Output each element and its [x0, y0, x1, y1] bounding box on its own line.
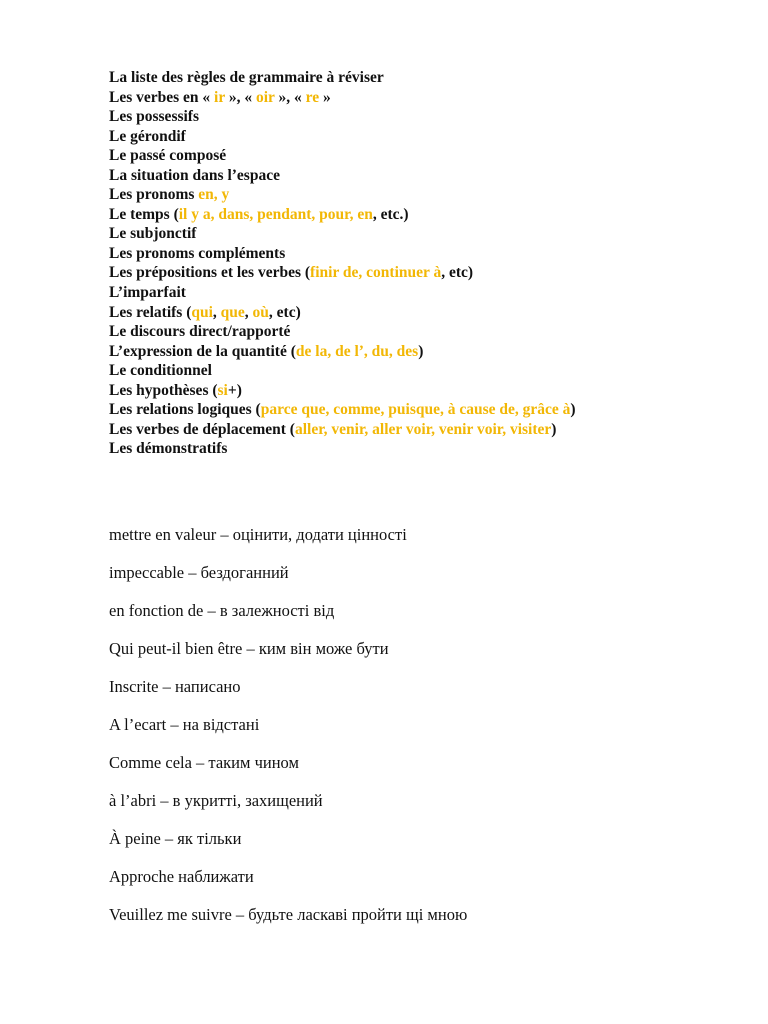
highlighted-example: re — [305, 88, 320, 106]
vocabulary-entry: Approche наближати — [109, 867, 254, 886]
vocabulary-entry: Veuillez me suivre – будьте ласкаві пройти щі мною — [109, 905, 468, 924]
highlighted-example: que — [220, 303, 245, 321]
rule-text: Le gérondif — [109, 127, 186, 145]
rule-text: Les pronoms — [109, 186, 199, 204]
highlighted-example: où — [252, 303, 269, 321]
highlighted-example: parce que, comme, puisque, à cause de, grâce à — [260, 401, 571, 419]
grammar-rule-item — [109, 420, 576, 440]
rule-text: , etc) — [441, 264, 474, 282]
grammar-rule-item — [109, 439, 576, 459]
grammar-rule-item — [109, 400, 576, 420]
rule-text: », « — [274, 88, 306, 106]
rule-text: Les prépositions et les verbes ( — [109, 264, 311, 282]
highlighted-example: en, y — [198, 186, 230, 204]
grammar-rule-item — [109, 166, 576, 186]
vocabulary-list — [109, 524, 467, 942]
highlighted-example: de la, de l’, du, des — [295, 342, 419, 360]
highlighted-example: aller, venir, aller voir, venir voir, visiter — [294, 420, 552, 438]
rule-text: Le conditionnel — [109, 362, 212, 380]
vocabulary-entry: mettre en valeur – оцінити, додати цінності — [109, 525, 407, 544]
rule-text: Les relatifs ( — [109, 303, 192, 321]
vocabulary-entry: en fonction de – в залежності від — [109, 601, 335, 620]
grammar-rule-item — [109, 107, 576, 127]
rule-text: ) — [570, 401, 576, 419]
rule-text: Les verbes en « — [109, 88, 215, 106]
highlighted-example: si — [217, 381, 228, 399]
grammar-rule-item — [109, 88, 576, 108]
highlighted-example: oir — [255, 88, 275, 106]
rule-text: Les démonstratifs — [109, 440, 228, 458]
highlighted-example: il y a, dans, pendant, pour, en — [178, 205, 373, 223]
rule-text: , — [212, 303, 221, 321]
rule-text: L’expression de la quantité ( — [109, 342, 296, 360]
rule-text: Le subjonctif — [109, 225, 197, 243]
vocabulary-entry: impeccable – бездоганний — [109, 563, 289, 582]
rule-text: Les verbes de déplacement ( — [109, 420, 295, 438]
vocabulary-entry: à l’abri – в укритті, захищений — [109, 791, 323, 810]
rule-text: » — [319, 88, 331, 106]
grammar-rule-item — [109, 205, 576, 225]
rule-text: La situation dans l’espace — [109, 166, 280, 184]
highlighted-example: ir — [214, 88, 225, 106]
rule-text: Le temps ( — [109, 205, 179, 223]
rule-text: Les relations logiques ( — [109, 401, 261, 419]
grammar-rule-item — [109, 127, 576, 147]
grammar-rule-item — [109, 224, 576, 244]
rule-text: +) — [227, 381, 242, 399]
grammar-rule-item — [109, 283, 576, 303]
rule-text: Le discours direct/rapporté — [109, 323, 291, 341]
vocabulary-entry: À peine – як тільки — [109, 829, 242, 848]
vocabulary-entry: Inscrite – написано — [109, 677, 241, 696]
rule-text: , etc.) — [372, 205, 409, 223]
rule-text: ) — [551, 420, 557, 438]
grammar-rule-item — [109, 263, 576, 283]
grammar-rule-item — [109, 361, 576, 381]
grammar-rule-item — [109, 244, 576, 264]
grammar-rule-item — [109, 146, 576, 166]
grammar-list-title: La liste des règles de grammaire à réviser — [109, 69, 384, 86]
rule-text: , etc) — [268, 303, 301, 321]
rule-text: ) — [418, 342, 424, 360]
grammar-rules-list — [109, 68, 576, 459]
vocabulary-entry: Comme cela – таким чином — [109, 753, 299, 772]
vocabulary-entry: Qui peut-il bien être – ким він може бути — [109, 639, 389, 658]
rule-text: Le passé composé — [109, 147, 227, 165]
grammar-rule-item — [109, 381, 576, 401]
rule-text: Les hypothèses ( — [109, 381, 218, 399]
rule-text: Les pronoms compléments — [109, 244, 286, 262]
grammar-rule-item — [109, 322, 576, 342]
grammar-rule-item — [109, 303, 576, 323]
highlighted-example: qui — [191, 303, 213, 321]
rule-text: , — [244, 303, 253, 321]
vocabulary-entry: A l’ecart – на відстані — [109, 715, 260, 734]
rule-text: Les possessifs — [109, 108, 200, 126]
rule-text: », « — [224, 88, 256, 106]
rule-text: L’imparfait — [109, 284, 186, 302]
grammar-rule-item — [109, 342, 576, 362]
highlighted-example: finir de, continuer à — [310, 264, 442, 282]
grammar-rule-item — [109, 185, 576, 205]
